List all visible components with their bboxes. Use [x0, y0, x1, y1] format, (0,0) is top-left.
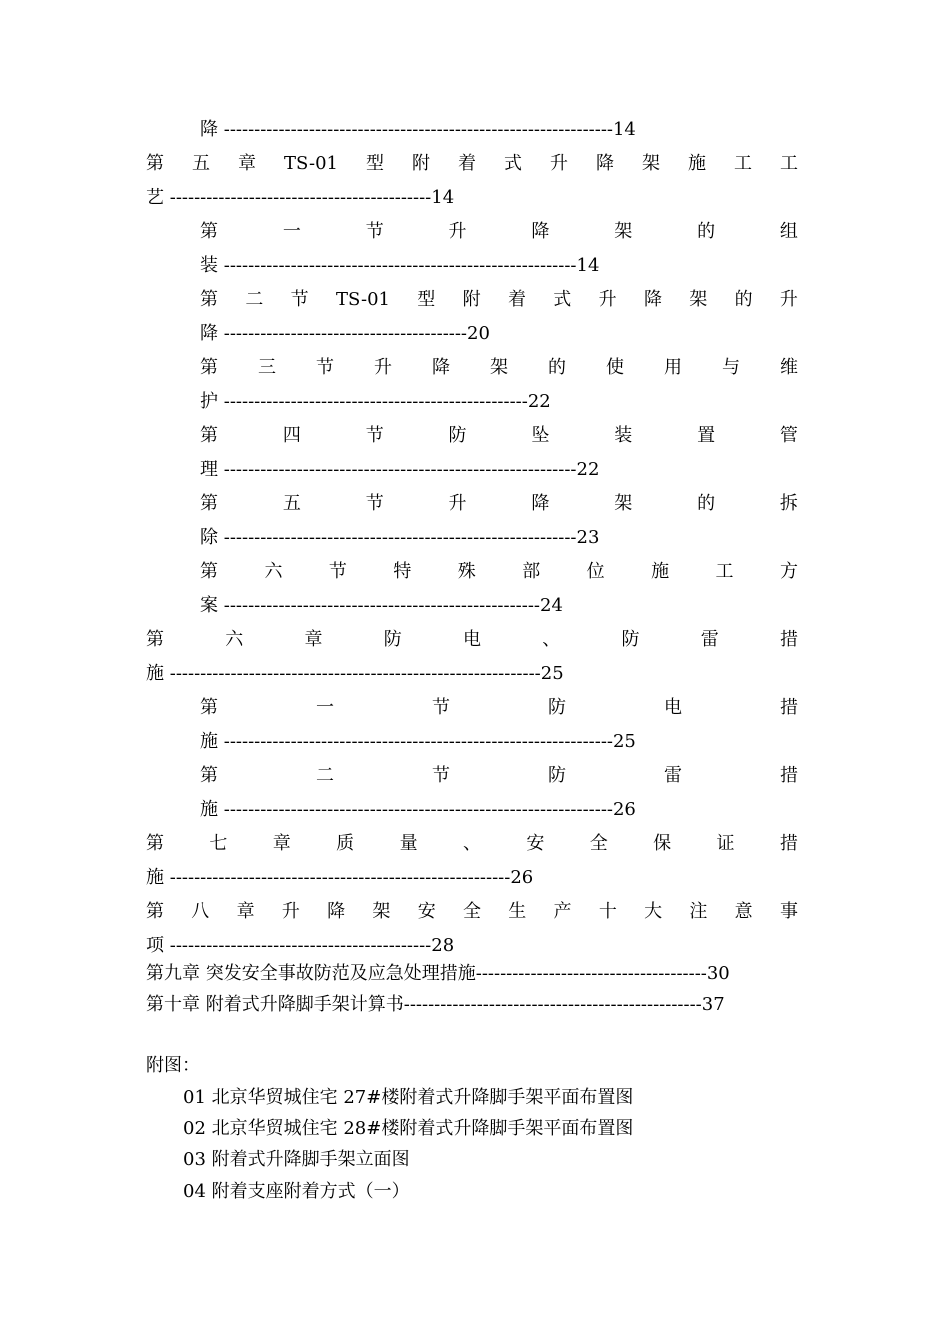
heading-char: 雷 — [664, 765, 682, 786]
toc-page-number: 20 — [467, 323, 490, 344]
toc-page-number: 14 — [431, 187, 455, 208]
toc-section-heading — [200, 763, 798, 789]
heading-char: 第 — [146, 153, 164, 174]
heading-char: 四 — [282, 425, 301, 446]
toc-page-number: 22 — [527, 391, 551, 412]
heading-char: 第 — [200, 357, 218, 378]
heading-char: 型 — [417, 289, 436, 310]
toc-chapter-line — [146, 961, 730, 987]
toc-lead-char: 降 — [200, 119, 218, 140]
heading-char: 雷 — [700, 629, 719, 650]
toc-lead-char: 施 — [146, 867, 164, 888]
heading-char: 施 — [687, 153, 706, 174]
heading-char: 方 — [779, 561, 798, 582]
heading-char: 装 — [614, 425, 633, 446]
heading-char: 节 — [365, 493, 384, 514]
toc-leader-line — [200, 389, 551, 415]
appendix-item: 01 北京华贸城住宅 27#楼附着式升降脚手架平面布置图 — [183, 1087, 634, 1108]
toc-chapter-heading — [146, 151, 798, 177]
heading-char: 一 — [282, 221, 301, 242]
heading-char: 工 — [733, 153, 752, 174]
heading-char: 措 — [780, 765, 798, 786]
toc-page-number: 14 — [612, 119, 636, 140]
toc-lead-char: 施 — [146, 663, 164, 684]
toc-section-heading — [200, 355, 798, 381]
heading-char: 着 — [507, 289, 526, 310]
heading-char: 用 — [664, 357, 682, 378]
heading-char: 全 — [462, 901, 481, 922]
toc-lead-char: 项 — [146, 935, 164, 956]
heading-char: 六 — [225, 629, 244, 650]
appendix-item: 02 北京华贸城住宅 28#楼附着式升降脚手架平面布置图 — [183, 1118, 634, 1139]
heading-char: 节 — [365, 221, 384, 242]
heading-char: 降 — [531, 493, 550, 514]
toc-page-number: 25 — [540, 663, 564, 684]
toc-section-heading — [200, 287, 798, 313]
toc-lead-char: 施 — [200, 731, 218, 752]
toc-dot-leader: ---------------------------------------------------------------- — [223, 799, 613, 820]
toc-chapter-heading — [146, 899, 798, 925]
heading-char: 节 — [432, 697, 450, 718]
heading-char: 节 — [365, 425, 384, 446]
toc-chapter-heading — [146, 831, 798, 857]
heading-char: 防 — [383, 629, 402, 650]
heading-char: 三 — [258, 357, 276, 378]
toc-leader-line — [200, 729, 636, 755]
heading-char: 与 — [722, 357, 740, 378]
heading-char: 五 — [192, 153, 210, 174]
heading-char: 升 — [448, 221, 467, 242]
heading-char: 保 — [653, 833, 672, 854]
toc-dot-leader: ---------------------------------------------------- — [223, 595, 540, 616]
heading-char: 量 — [399, 833, 418, 854]
heading-char: 维 — [780, 357, 798, 378]
heading-char: 一 — [316, 697, 334, 718]
toc-chapter-title: 第十章 附着式升降脚手架计算书 — [146, 994, 404, 1015]
heading-char: 节 — [432, 765, 450, 786]
heading-char: 降 — [327, 901, 346, 922]
heading-char: 防 — [548, 697, 566, 718]
heading-char: 置 — [697, 425, 716, 446]
heading-char: 七 — [209, 833, 228, 854]
heading-char: 升 — [374, 357, 392, 378]
toc-leader-line — [146, 661, 564, 687]
heading-char: 产 — [553, 901, 572, 922]
heading-char: 第 — [146, 629, 164, 650]
heading-char: 生 — [508, 901, 527, 922]
heading-char: 升 — [549, 153, 568, 174]
heading-char: 部 — [522, 561, 541, 582]
heading-char: 工 — [779, 153, 798, 174]
heading-char: 升 — [281, 901, 300, 922]
heading-char: 第 — [200, 493, 218, 514]
toc-page-number: 37 — [701, 994, 725, 1015]
toc-page-number: 26 — [510, 867, 534, 888]
heading-char: 防 — [448, 425, 467, 446]
heading-char: 证 — [716, 833, 735, 854]
toc-lead-char: 除 — [200, 527, 218, 548]
toc-section-heading — [200, 491, 798, 517]
toc-dot-leader: ---------------------------------------------------------------- — [223, 731, 613, 752]
toc-page-number: 23 — [576, 527, 600, 548]
heading-char: 章 — [236, 901, 255, 922]
heading-char: TS-01 — [284, 153, 338, 174]
heading-char: 第 — [146, 833, 164, 854]
toc-lead-char: 案 — [200, 595, 218, 616]
toc-dot-leader: ---------------------------------------- — [223, 323, 468, 344]
heading-char: 的 — [697, 221, 716, 242]
toc-entry-continuation — [200, 117, 636, 143]
heading-char: 节 — [328, 561, 347, 582]
toc-dot-leader: ------------------------------------------- — [169, 187, 432, 208]
heading-char: 十 — [598, 901, 617, 922]
heading-char: 章 — [238, 153, 256, 174]
toc-dot-leader: -------------------------------------------------------- — [169, 867, 511, 888]
toc-chapter-heading — [146, 627, 798, 653]
heading-char: 附 — [462, 289, 481, 310]
toc-dot-leader: ------------------------------------------------- — [403, 994, 702, 1015]
heading-char: 拆 — [779, 493, 798, 514]
heading-char: 措 — [779, 833, 798, 854]
heading-char: 事 — [779, 901, 798, 922]
toc-dot-leader: ---------------------------------------------------------- — [223, 255, 577, 276]
toc-leader-line — [200, 593, 563, 619]
heading-char: 式 — [553, 289, 572, 310]
heading-char: 第 — [200, 289, 218, 310]
toc-leader-line — [146, 865, 533, 891]
toc-section-heading — [200, 695, 798, 721]
toc-page-number: 24 — [540, 595, 563, 616]
heading-char: 章 — [272, 833, 291, 854]
heading-char: 八 — [191, 901, 210, 922]
heading-char: 节 — [290, 289, 309, 310]
heading-char: 升 — [448, 493, 467, 514]
heading-char: 型 — [365, 153, 384, 174]
heading-char: 防 — [548, 765, 566, 786]
heading-char: 大 — [644, 901, 663, 922]
toc-section-heading — [200, 559, 798, 585]
heading-char: 降 — [531, 221, 550, 242]
appendix-item: 03 附着式升降脚手架立面图 — [183, 1149, 410, 1170]
heading-char: 降 — [643, 289, 662, 310]
toc-section-heading — [200, 423, 798, 449]
heading-char: 管 — [779, 425, 798, 446]
heading-char: 电 — [664, 697, 682, 718]
heading-char: 第 — [200, 561, 218, 582]
heading-char: 措 — [780, 629, 798, 650]
heading-char: 第 — [200, 425, 218, 446]
toc-lead-char: 施 — [200, 799, 218, 820]
heading-char: 位 — [586, 561, 605, 582]
toc-leader-line — [200, 525, 599, 551]
heading-char: 安 — [417, 901, 436, 922]
heading-char: 架 — [372, 901, 391, 922]
heading-char: 组 — [779, 221, 798, 242]
toc-leader-line — [200, 253, 599, 279]
appendix-title: 附图： — [146, 1055, 200, 1076]
toc-lead-char: 装 — [200, 255, 218, 276]
toc-section-heading — [200, 219, 798, 245]
heading-char: 架 — [689, 289, 708, 310]
heading-char: 殊 — [457, 561, 476, 582]
heading-char: 工 — [715, 561, 734, 582]
heading-char: 架 — [490, 357, 508, 378]
toc-lead-char: 理 — [200, 459, 218, 480]
heading-char: 升 — [779, 289, 798, 310]
heading-char: 防 — [621, 629, 640, 650]
heading-char: 第 — [200, 221, 218, 242]
heading-char: 第 — [200, 697, 218, 718]
toc-dot-leader: ------------------------------------------- — [169, 935, 432, 956]
heading-char: 降 — [595, 153, 614, 174]
heading-char: 式 — [503, 153, 522, 174]
heading-char: 六 — [264, 561, 283, 582]
toc-leader-line — [200, 321, 490, 347]
heading-char: 、 — [462, 833, 481, 854]
toc-dot-leader: ---------------------------------------------------------- — [223, 527, 577, 548]
toc-leader-line — [146, 933, 454, 959]
heading-char: 全 — [589, 833, 608, 854]
heading-char: 升 — [598, 289, 617, 310]
toc-lead-char: 护 — [200, 391, 218, 412]
heading-char: 第 — [200, 765, 218, 786]
heading-char: 第 — [146, 901, 164, 922]
toc-leader-line — [200, 457, 599, 483]
heading-char: 五 — [282, 493, 301, 514]
heading-char: 降 — [432, 357, 450, 378]
toc-chapter-title: 第九章 突发安全事故防范及应急处理措施 — [146, 963, 476, 984]
toc-page-number: 26 — [612, 799, 636, 820]
heading-char: 使 — [606, 357, 624, 378]
heading-char: 二 — [245, 289, 264, 310]
toc-page-number: 22 — [576, 459, 600, 480]
heading-char: 架 — [614, 493, 633, 514]
toc-leader-line — [146, 185, 454, 211]
toc-page-number: 14 — [576, 255, 600, 276]
toc-dot-leader: ---------------------------------------------------------- — [223, 459, 577, 480]
heading-char: TS-01 — [335, 289, 390, 310]
heading-char: 、 — [542, 629, 561, 650]
appendix-item: 04 附着支座附着方式（一） — [183, 1181, 410, 1202]
heading-char: 架 — [614, 221, 633, 242]
heading-char: 电 — [463, 629, 481, 650]
heading-char: 附 — [411, 153, 430, 174]
toc-lead-char: 艺 — [146, 187, 164, 208]
toc-page-number: 25 — [612, 731, 636, 752]
heading-char: 注 — [689, 901, 708, 922]
heading-char: 意 — [734, 901, 753, 922]
toc-lead-char: 降 — [200, 323, 218, 344]
heading-char: 安 — [526, 833, 545, 854]
heading-char: 节 — [316, 357, 334, 378]
heading-char: 二 — [316, 765, 334, 786]
heading-char: 措 — [780, 697, 798, 718]
toc-page-number: 30 — [706, 963, 730, 984]
toc-chapter-line — [146, 992, 725, 1018]
heading-char: 架 — [641, 153, 660, 174]
toc-dot-leader: ---------------------------------------------------------------- — [223, 119, 613, 140]
toc-page-number: 28 — [431, 935, 455, 956]
toc-dot-leader: -------------------------------------------------- — [223, 391, 528, 412]
heading-char: 特 — [393, 561, 412, 582]
heading-char: 的 — [697, 493, 716, 514]
heading-char: 章 — [304, 629, 323, 650]
heading-char: 坠 — [531, 425, 550, 446]
toc-leader-line — [200, 797, 636, 823]
heading-char: 施 — [651, 561, 670, 582]
heading-char: 的 — [734, 289, 753, 310]
toc-dot-leader: ------------------------------------------------------------- — [169, 663, 541, 684]
heading-char: 着 — [457, 153, 476, 174]
heading-char: 的 — [548, 357, 566, 378]
heading-char: 质 — [336, 833, 355, 854]
toc-dot-leader: -------------------------------------- — [475, 963, 707, 984]
